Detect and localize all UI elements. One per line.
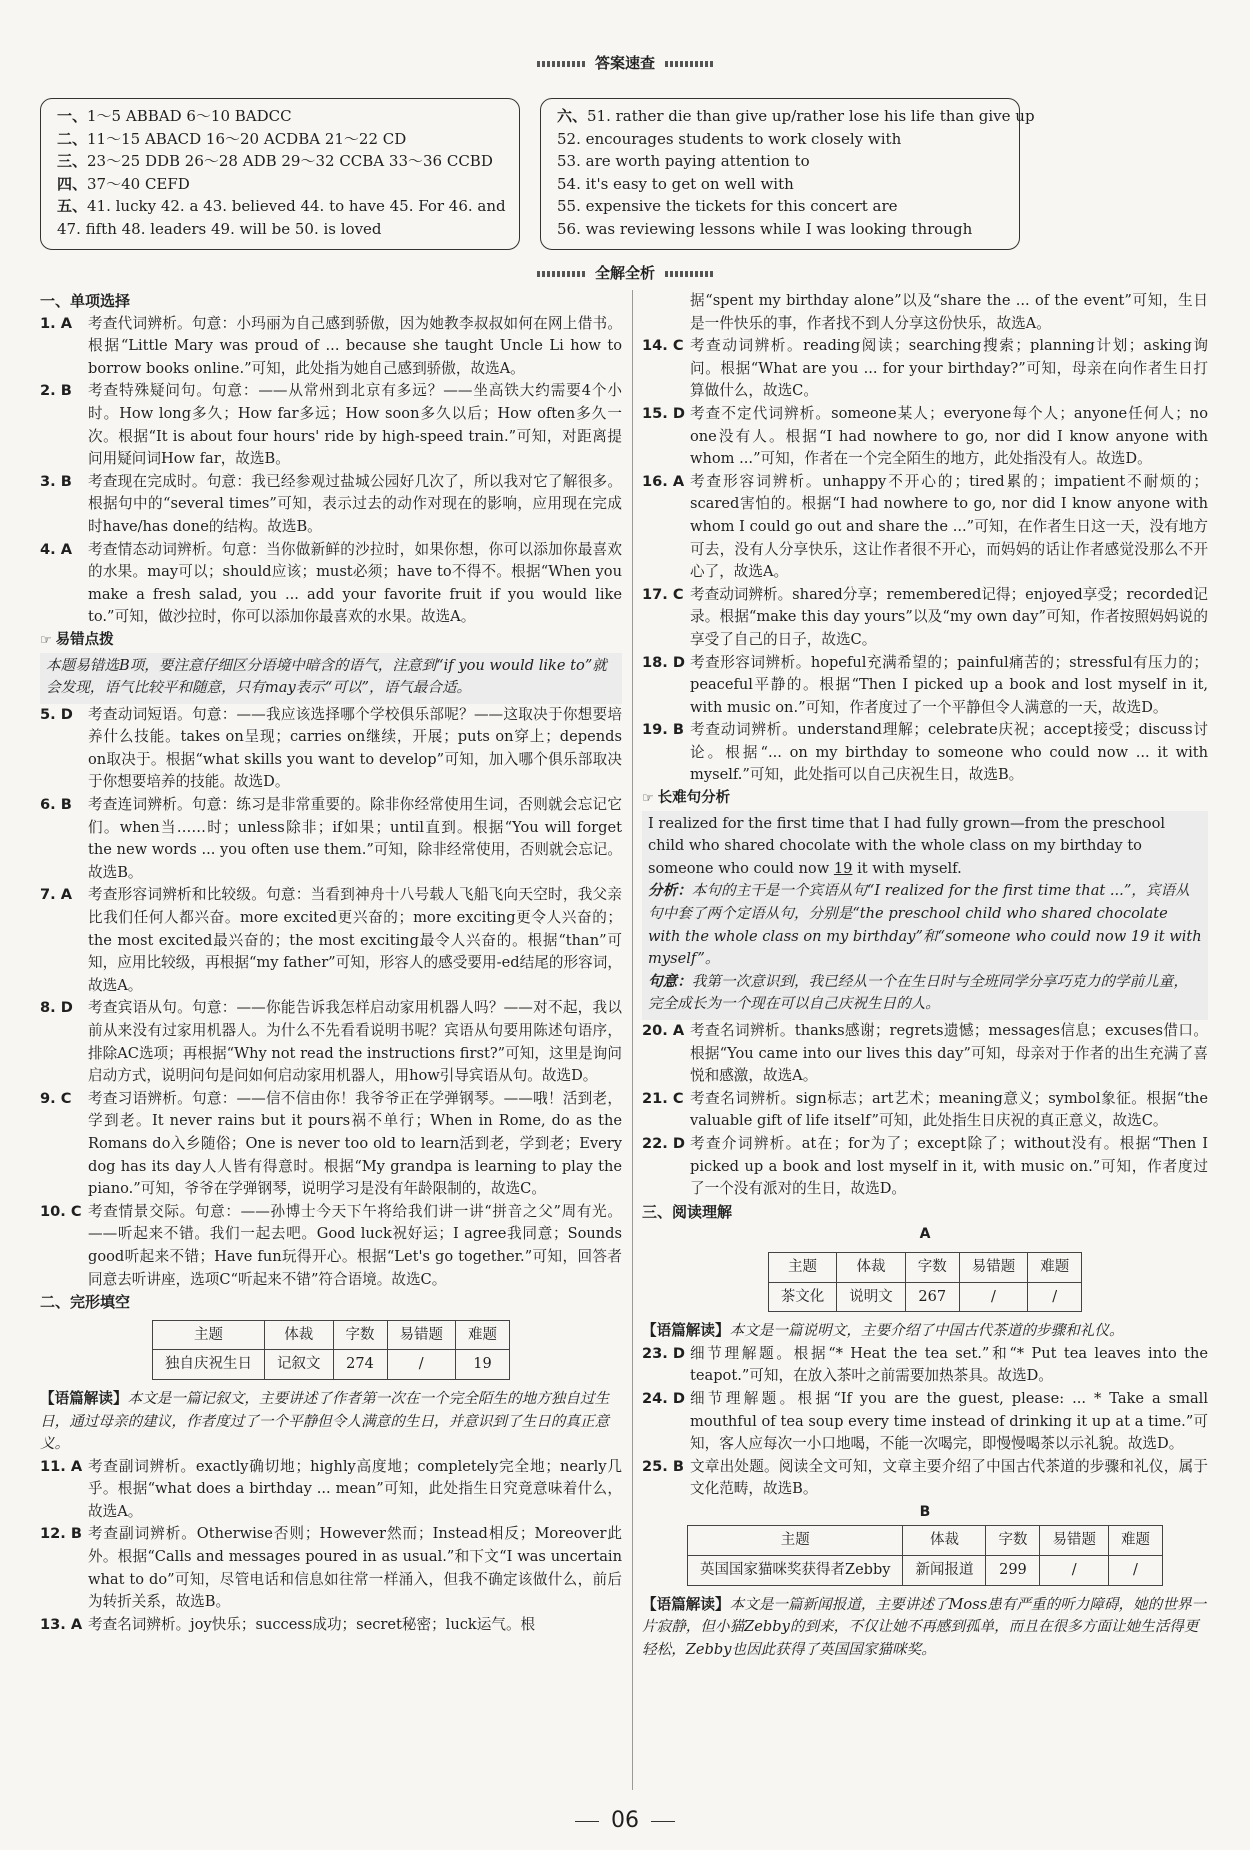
long-sentence: I realized for the first time that I had fully grown—from the preschool child who shared chocolate with the whole class on my birthday to someone who could now <box>648 814 1166 877</box>
question-continuation: 据“spent my birthday alone”以及“share the ... of the event”可知，生日是一件快乐的事，作者找不到人分享这份快乐，故选A。 <box>690 292 1208 332</box>
tip-heading: ☞ 长难句分析 <box>642 790 731 807</box>
question-item: 22. D 考查介词辨析。at在；for为了；except除了；without没有。根据“Then I picked up a book and lost myself in it, with music on.”可知，作者度过了一个没有派对的生日，故选D。 <box>642 1134 1208 1198</box>
answers-title: 答案速查 <box>594 54 655 72</box>
answer-line: 二、11～15 ABACD 16～20 ACDBA 21～22 CD <box>57 129 407 148</box>
blank-number: 19 <box>833 859 853 877</box>
question-item: 19. B 考查动词辨析。understand理解；celebrate庆祝；accept接受；discuss讨论。根据“... on my birthday to someone who could now ... it with myself.”可知，此处指可以自己庆祝生日，故选B。 <box>642 721 1208 784</box>
answer-line: 四、37～40 CEFD <box>57 174 190 193</box>
passage-info-table: 主题 体裁 字数 易错题 难题 英国国家猫咪奖获得者Zebby 新闻报道 299 / / <box>687 1525 1163 1585</box>
question-item: 17. C 考查动词辨析。shared分享；remembered记得；enjoyed享受；recorded记录。根据“make this day yours”以及“my own day”可知，作者按照妈妈说的享受了自己的日子，故选C。 <box>642 585 1208 648</box>
analysis-title: 全解全析 <box>594 264 655 282</box>
question-item: 13. A 考查名词辨析。joy快乐；success成功；secret秘密；luck运气。根 <box>40 1615 536 1633</box>
left-column <box>40 290 622 1636</box>
answer-line: 三、23～25 DDB 26～28 ADB 29～32 CCBA 33～36 CCBD <box>57 152 493 170</box>
hand-pointer-icon: ☞ <box>642 791 654 807</box>
answers-box-right <box>540 98 1035 250</box>
long-sentence-note: I realized for the first time that I had fully grown—from the preschool child who shared chocolate with the whole class on my birthday to someone who could now 19 it with myself. 分析：本句的主干是一个宾语从句“I realized for the first time that ...”，宾语从句中套了两个定语从句，分别是“the preschool child who shared chocolate with the whole class on my birthday”和“someone who could now 19 it with myself”。 句意：我第一次意识到，我已经从一个在生日时与全班同学分享巧克力的学前儿童，完全成长为一个现在可以自己庆祝生日的人。 <box>642 811 1208 1020</box>
question-item: 18. D 考查形容词辨析。hopeful充满希望的；painful痛苦的；stressful有压力的；peaceful平静的。根据“Then I picked up a book and lost myself in it, with music on.”可知，作者度过了一个平静但令人满意的一天，故选D。 <box>642 653 1208 716</box>
question-item: 25. B 文章出处题。阅读全文可知，文章主要介绍了中国古代茶道的步骤和礼仪，属于文化范畴，故选B。 <box>642 1457 1208 1498</box>
page-number: 06 <box>0 1808 1250 1833</box>
tip-heading: ☞ 易错点拨 <box>40 631 114 648</box>
question-item: 14. C 考查动词辨析。reading阅读；searching搜索；planning计划；asking询问。根据“What are you ... for your birthday?”可知，母亲在向作者生日打算做什么，故选C。 <box>642 337 1208 400</box>
section-heading: 一、单项选择 <box>40 292 131 310</box>
question-item: 10. C 考查情景交际。句意：——孙博士今天下午将给我们讲一讲“拼音之父”周有光。——听起来不错。我们一起去吧。Good luck祝好运；I agree我同意；Sounds good听起来不错；Have fun玩得开心。根据“Let's go together.”可知，回答者同意去听讲座，选项C“听起来不错”符合语境。故选C。 <box>40 1202 622 1288</box>
answer-line: 54. it's easy to get on well with <box>557 174 794 193</box>
passage-summary: 【语篇解读】本文是一篇记叙文，主要讲述了作者第一次在一个完全陌生的地方独自过生日，通过母亲的建议，作者度过了一个平静但令人满意的生日，并意识到了生日的真正意义。 <box>40 1389 610 1453</box>
question-item: 1. A 考查代词辨析。句意：小玛丽为自己感到骄傲，因为她教李叔叔如何在网上借书。根据“Little Mary was proud of ... because she taught Uncle Li how to borrow books online.”可知，此处指为她自己感到骄傲，故选A。 <box>40 314 622 377</box>
question-item: 4. A 考查情态动词辨析。句意：当你做新鲜的沙拉时，如果你想，你可以添加你最喜欢的水果。may可以；should应该；must必须；have to不得不。根据“When you make a fresh salad, you ... add your favorite fruit if you would like to.”可知，做沙拉时，你可以添加你最喜欢的水果。故选A。 <box>40 540 622 626</box>
question-item: 3. B 考查现在完成时。句意：我已经参观过盐城公园好几次了，所以我对它了解很多。根据句中的“several times”可知，表示过去的动作对现在的影响，应用现在完成时have/has done的结构。故选B。 <box>40 472 622 535</box>
analysis-banner <box>0 262 1250 283</box>
question-item: 15. D 考查不定代词辨析。someone某人；everyone每个人；anyone任何人；no one没有人。根据“I had nowhere to go, nor did I know anyone with whom ...”可知，作者在一个完全陌生的地方，此处指没有人。故选D。 <box>642 404 1208 468</box>
question-item: 24. D 细节理解题。根据“If you are the guest, please: ... * Take a small mouthful of tea soup every time instead of drinking it up at a time.”可知，客人应每次一小口地喝，不能一次喝完，即慢慢喝茶以示礼貌。故选D。 <box>642 1389 1208 1453</box>
question-item: 2. B 考查特殊疑问句。句意：——从常州到北京有多远？——坐高铁大约需要4个小时。How long多久；How far多远；How soon多久以后；How often多久一次。根据“It is about four hours' ride by high-speed train.”可知，对距离提问用疑问词How far，故选B。 <box>40 382 622 468</box>
question-item: 23. D 细节理解题。根据“* Heat the tea set.”和“* Put tea leaves into the teapot.”可知，在放入茶叶之前需要加热茶具。故选D。 <box>642 1344 1208 1385</box>
answer-line: 53. are worth paying attention to <box>557 152 810 170</box>
answer-line: 六、51. rather die than give up/rather lose his life than give up <box>557 107 1035 125</box>
passage-summary: 【语篇解读】本文是一篇新闻报道，主要讲述了Moss患有严重的听力障碍，她的世界一片寂静，但小猫Zebby的到来，不仅让她不再感到孤单，而且在很多方面让她生活得更轻松，Zebby也因此获得了英国国家猫咪奖。 <box>642 1595 1207 1658</box>
section-heading: 二、完形填空 <box>40 1293 131 1312</box>
tip-note: 本题易错选B项，要注意仔细区分语境中暗含的语气，注意到“if you would like to”就会发现，语气比较平和随意，只有may表示“可以”，语气最合适。 <box>40 653 622 704</box>
question-item: 6. B 考查连词辨析。句意：练习是非常重要的。除非你经常使用生词，否则就会忘记它们。when当……时；unless除非；if如果；until直到。根据“You will forget the new words ... you often use them.”可知，除非经常使用，否则就会忘记。故选B。 <box>40 796 622 881</box>
part-label: A <box>919 1226 931 1243</box>
question-item: 7. A 考查形容词辨析和比较级。句意：当看到神舟十八号载人飞船飞向天空时，我父亲比我们任何人都兴奋。more excited更兴奋的；more exciting更令人兴奋的；the most excited最兴奋的；the most exciting最令人兴奋的。根据“than”可知，应用比较级，再根据“my father”可知，形容人的感受要用-ed结尾的形容词，故选A。 <box>40 886 622 994</box>
question-item: 16. A 考查形容词辨析。unhappy不开心的；tired累的；impatient不耐烦的；scared害怕的。根据“I had nowhere to go, nor did I know anyone with whom I could go out and share the ...”可知，在作者生日这一天，没有地方可去，没有人分享快乐，这让作者很不开心，而妈妈的话让作者感觉没那么不开心了，故选A。 <box>642 472 1208 581</box>
passage-summary: 【语篇解读】本文是一篇说明文，主要介绍了中国古代茶道的步骤和礼仪。 <box>642 1322 1124 1340</box>
answers-banner <box>0 52 1250 73</box>
answer-line: 一、1～5 ABBAD 6～10 BADCC <box>57 107 292 125</box>
section-heading: 三、阅读理解 <box>642 1202 733 1221</box>
question-item: 11. A 考查副词辨析。exactly确切地；highly高度地；completely完全地；nearly几乎。根据“what does a birthday ... mean”可知，此处指生日究竟意味着什么，故选A。 <box>40 1457 622 1520</box>
question-item: 20. A 考查名词辨析。thanks感谢；regrets遗憾；messages信息；excuses借口。根据“You came into our lives this day”可知，母亲对于作者的出生充满了喜悦和感激，故选A。 <box>642 1022 1208 1085</box>
part-label: B <box>919 1503 931 1520</box>
question-item: 8. D 考查宾语从句。句意：——你能告诉我怎样启动家用机器人吗？——对不起，我以前从来没有过家用机器人。为什么不先看看说明书呢？宾语从句要用陈述句语序，排除AC选项；再根据“Why not read the instructions first?”可知，这里是询问启动方式，说明问句是问如何启动家用机器人，用how引导宾语从句。故选D。 <box>40 999 622 1085</box>
answer-line: 52. encourages students to work closely with <box>557 129 902 148</box>
question-item: 5. D 考查动词短语。句意：——我应该选择哪个学校俱乐部呢？——这取决于你想要培养什么技能。takes on呈现；carries on继续，开展；puts on穿上；depends on取决于。根据“what skills you want to develop”可知，加入哪个俱乐部取决于你想要培养的技能。故选D。 <box>40 705 622 791</box>
answer-line: 47. fifth 48. leaders 49. will be 50. is loved <box>57 219 382 238</box>
question-item: 21. C 考查名词辨析。sign标志；art艺术；meaning意义；symbol象征。根据“the valuable gift of life itself”可知，此处指生日庆祝的真正意义，故选C。 <box>642 1089 1208 1130</box>
question-item: 12. B 考查副词辨析。Otherwise否则；However然而；Instead相反；Moreover此外。根据“Calls and messages poured in as usual.”和下文“I was uncertain what to do”可知，尽管电话和信息如往常一样涌入，但我不确定该做什么，前后为转折关系，故选B。 <box>40 1525 622 1611</box>
question-item: 9. C 考查习语辨析。句意：——信不信由你！我爷爷正在学弹钢琴。——哦！活到老，学到老。It never rains but it pours祸不单行；When in Rome, do as the Romans do入乡随俗；One is never too old to learn活到老，学到老；Every dog has its day人人皆有得意时。根据“My grandpa is learning to play the piano.”可知，爷爷在学弹钢琴，说明学习是没有年龄限制的，故选C。 <box>40 1089 622 1198</box>
answer-line: 56. was reviewing lessons while I was looking through <box>557 219 973 238</box>
answers-box-left <box>40 98 520 250</box>
passage-info-table: 主题 体裁 字数 易错题 难题 独自庆祝生日 记叙文 274 / 19 <box>152 1320 510 1380</box>
right-column <box>642 290 1208 1661</box>
answer-line: 55. expensive the tickets for this concert are <box>557 197 898 215</box>
passage-info-table: 主题 体裁 字数 易错题 难题 茶文化 说明文 267 / / <box>768 1252 1083 1312</box>
answer-line: 五、41. lucky 42. a 43. believed 44. to have 45. For 46. and <box>57 197 506 215</box>
hand-pointer-icon: ☞ <box>40 632 52 648</box>
column-divider <box>632 290 633 1790</box>
